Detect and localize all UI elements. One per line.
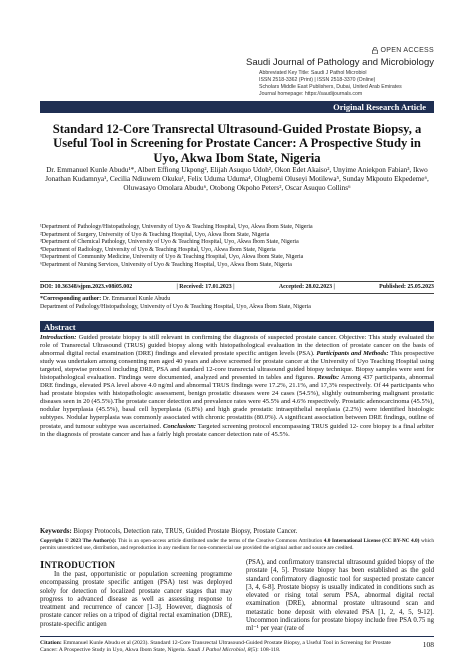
article-type-band (40, 101, 434, 113)
intro-label: Introduction: (40, 334, 77, 341)
page-number: 108 (422, 640, 434, 649)
citation (40, 640, 400, 654)
citation-label: Citation: (40, 640, 62, 646)
keywords-label: Keywords: (40, 528, 72, 535)
abstract-heading: Abstract (44, 321, 76, 332)
copyright-label: Copyright © 2023 The Author(s): (40, 538, 117, 544)
affiliation: ¹Department of Pathology/Histopathology, University of Uyo & Teaching Hospital, Uyo, Akwa Ibom State, Nigeria (40, 224, 313, 230)
doi-link[interactable]: 10.36348/sjpm.2023.v08i05.002 (54, 284, 133, 290)
corr-label: *Corresponding author: (40, 296, 103, 302)
copyright-notice (40, 538, 434, 552)
keywords (40, 528, 434, 535)
conclusion-text: Targeted screening protocol encompassing TRUS guided 12- core biopsy is a final arbiter in the diagnosis of prostate cancer and has a fairly high prostate cancer detection rate of 45.5%. (40, 422, 434, 438)
journal-title: Saudi Journal of Pathology and Microbiology (245, 57, 434, 68)
affiliation: ⁶Department of Nursing Services, University of Uyo & Teaching Hospital, Uyo, Akwa Ibom State, Nigeria (40, 261, 292, 268)
doi-row (40, 284, 434, 290)
doi-label: DOI: (40, 284, 55, 290)
intro-heading-rest: NTRODUCTION (44, 560, 116, 570)
corr-name: Dr. Emmanuel Kunle Abudu (102, 296, 171, 302)
open-lock-icon (372, 47, 378, 54)
meta-line: Scholars Middle East Publishers, Dubai, United Arab Emirates (259, 84, 402, 91)
intro-column-right: (PSA), and confirmatory transrectal ultrasound guided biopsy of the prostate [4, 5]. Prostate biopsy has been established as the gold standard confirmatory diagnostic tool for suspected prostate cancer [3, 4, 6-8]. Prostate biopsy is usually indicated in conditions such as elevated or rising total serum PSA, abnormal digital rectal examination (DRE), abnormal prostate ultrasound scan and metastatic bone deposit with elevated PSA [1, 2, 4, 5, 9-12]. Uncommon indications for prostate biopsy include free PSA 0.75 ng ml⁻¹ per year (rate of (246, 559, 434, 633)
results-label: Results: (315, 374, 340, 382)
license-link[interactable]: 4.0 International License (CC BY-NC 4.0) (323, 538, 420, 544)
methods-label: Participants and Methods: (314, 350, 389, 358)
methods-text: This prospective study was undertaken among consenting men aged 40 years and above screened for prostate cancer at the University of Uyo Teaching Hospital using targeted, stepwise protocol including DRE, PSA and standard 12-core transrectal ultrasound guided biopsy technique. Biopsy samples were sent for histopathological evaluation. Findings were documented, analyzed and presented in tables and figures. (40, 350, 434, 382)
affiliation: ⁵Department of Community Medicine, University of Uyo & Teaching Hospital, Uyo, Akwa Ibom State, Nigeria (40, 254, 304, 260)
received-date: | Received: 17.01.2023 | (176, 284, 235, 290)
published-date: Published: 25.05.2023 (379, 284, 434, 290)
citation-journal: Saudi J Pathol Microbiol, 8 (187, 647, 251, 653)
journal-meta (259, 70, 434, 98)
open-access-badge (372, 47, 434, 54)
doi (40, 284, 132, 290)
abstract-body (40, 334, 434, 439)
meta-line: Abbreviated Key Title: Saudi J Pathol Microbiol (259, 70, 367, 76)
divider (40, 293, 434, 294)
results-text: Among 437 participants, abnormal DRE findings, elevated PSA level above 4.0 ng/ml and abnormal TRUS findings were 17.2%, 21.1%, and 17,3% respectively. Of 44 participants who had prostate biopsies with histopathologic assessment, benign prostatic diseases were 24 cases (54.5%), slightly outnumbering malignant prostatic diseases seen in 20 (45.5%).The prostate cancer detection and prevalence rates were 45.5% and 4.6% respectively. Prostatic adenocarcinoma (45.5%), nodular hyperplasia (45.5%), basal cell hyperplasia (6.8%) and high grade prostatic intraepithelial neoplasia (2.2%) were identified histologic subtypes. Nodular hyperplasia was commonly associated with chronic prostatitis (80.0%). A significant association between DRE findings, outline of prostate, and tumour subtype was ascertained. (40, 374, 434, 430)
affiliation: ²Department of Surgery, University of Uyo & Teaching Hospital, Uyo, Akwa Ibom State, Nigeria (40, 231, 270, 238)
conclusion-label: Conclusion: (161, 422, 197, 430)
corresponding-author (40, 296, 434, 311)
affiliation: ³Department of Chemical Pathology, University of Uyo & Teaching Hospital, Uyo, Akwa Ibom State, Nigeria (40, 239, 299, 245)
copyright-text: This is an open-access article distributed under the terms of the Creative Commons Attribution (116, 538, 324, 544)
open-access-label: OPEN ACCESS (380, 47, 434, 54)
corr-affiliation: Department of Pathology/Histopathology, University of Uyo & Teaching Hospital, Uyo, Akwa Ibom State, Nigeria (40, 303, 311, 310)
affiliation: ⁴Department of Radiology, University of Uyo & Teaching Hospital, Uyo, Akwa Ibom State, Nigeria (40, 246, 276, 253)
meta-line: ISSN 2518-3362 (Print) | ISSN 2518-3370 (Online) (259, 77, 376, 84)
intro-column-left (40, 571, 232, 629)
journal-homepage-link[interactable]: Journal homepage: https://saudijournals.com (259, 91, 363, 98)
introduction-heading (40, 559, 115, 571)
copyright-text-2: which permits unrestricted use, distribution, and reproduction in any medium for non-commercial use provided the original author and source are credited. (40, 538, 434, 551)
affiliations (40, 224, 434, 269)
intro-initial: I (40, 559, 45, 571)
author-list: Dr. Emmanuel Kunle Abudu¹*, Albert Effiong Ukpong², Elijah Asuquo Udoh², Okon Edet Akaiso², Unyime Aniekpon Fabian³, Ikwo Jonathan Kudamnya¹, Cecilia Ndiuwem Okuku¹, Felix Uduma Uduma⁴, Olugbemi Oluseyi Motilewa⁵, Sunday Mkpouto Ekpedeme⁶, Oluwasayo Omolara Abudu⁶, Otobong Okpoho Peters², Oscar Asuquo Collins⁶ (45, 166, 429, 193)
citation-text: Emmanuel Kunle Abudu et al (2023). Standard 12-Core Transrectal Ultrasound-Guided Prostate Biopsy, a Useful Tool in Screening for Prostate Cancer: A Prospective Study in Uyo, Akwa Ibom State, Nigeria. (40, 640, 391, 653)
keywords-text: Biopsy Protocols, Detection rate, TRUS, Guided Prostate Biopsy, Prostate Cancer. (71, 528, 298, 535)
intro-text: Guided prostate biopsy is still relevant in confirming the diagnosis of suspected prostate cancer. Objective: This study evaluated the role of Transrectal Ultrasound (TRUS) guided biopsy along with histopathological evaluation in the detection of prostate cancer on the basis of abnormal digital rectal examination (DRE) findings and elevated prostate specific antigen levels (PSA). (40, 334, 434, 358)
accepted-date: Accepted: 28.02.2023 | (278, 284, 335, 290)
intro-paragraph-left: In the past, opportunistic or population screening programme encompassing prostate specific antigen (PSA) test was deployed solely for detection of localized prostate cancer stages that may progress to advanced disease as well as assessing response to treatment and recurrence of cancer [1-3]. However, diagnosis of prostate cancer relies on a tripod of digital rectal examination (DRE), prostate-specific antigen (40, 571, 232, 628)
abstract-heading-band (40, 321, 434, 332)
footer-divider (40, 636, 434, 637)
citation-pages: (5): 108-118. (250, 647, 281, 653)
divider (40, 281, 434, 282)
article-type: Original Research Article (333, 102, 426, 112)
article-title: Standard 12-Core Transrectal Ultrasound-Guided Prostate Biopsy, a Useful Tool in Screening for Prostate Cancer: A Prospective Study in Uyo, Akwa Ibom State, Nigeria (52, 122, 422, 165)
